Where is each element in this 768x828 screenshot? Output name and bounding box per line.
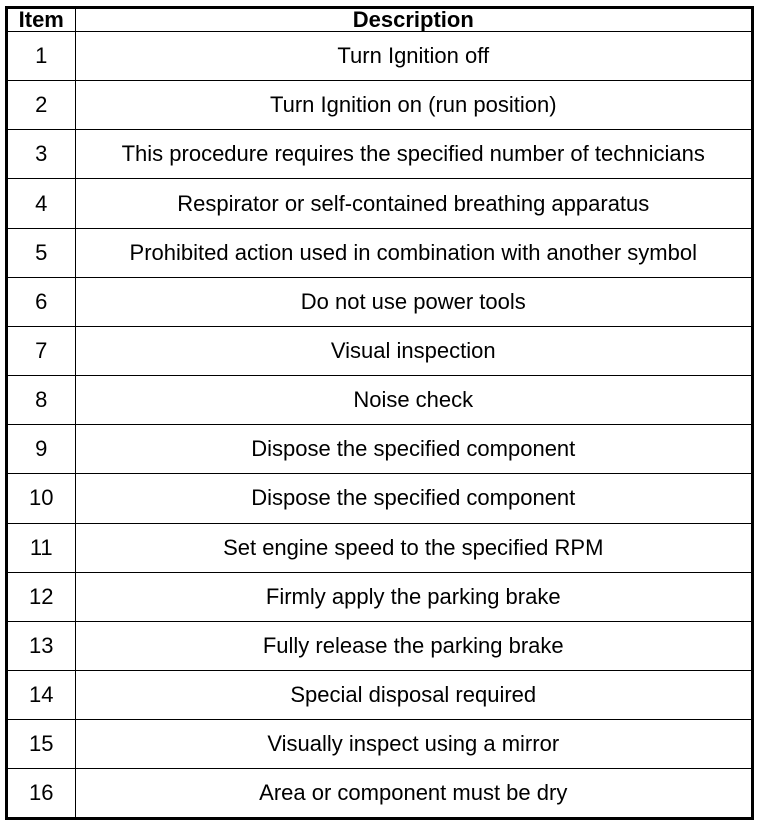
item-description: Respirator or self-contained breathing apparatus: [75, 179, 751, 228]
item-description: Special disposal required: [75, 671, 751, 720]
item-description: Prohibited action used in combination with another symbol: [75, 228, 751, 277]
item-number: 9: [8, 425, 75, 474]
item-number: 15: [8, 720, 75, 769]
item-number: 4: [8, 179, 75, 228]
table-row: [8, 425, 751, 474]
item-description: Do not use power tools: [75, 277, 751, 326]
item-description: Noise check: [75, 376, 751, 425]
legend-table-frame: [5, 6, 754, 820]
item-description: Turn Ignition on (run position): [75, 81, 751, 130]
item-description: Set engine speed to the specified RPM: [75, 523, 751, 572]
item-description: Visual inspection: [75, 326, 751, 375]
item-number: 10: [8, 474, 75, 523]
item-number: 12: [8, 572, 75, 621]
table-row: [8, 572, 751, 621]
table-row: [8, 179, 751, 228]
item-description: Area or component must be dry: [75, 769, 751, 817]
legend-table: [8, 9, 751, 817]
item-description: Turn Ignition off: [75, 32, 751, 81]
item-description: Dispose the specified component: [75, 425, 751, 474]
item-number: 1: [8, 32, 75, 81]
table-row: [8, 376, 751, 425]
table-row: [8, 277, 751, 326]
item-number: 3: [8, 130, 75, 179]
table-header-row: [8, 9, 751, 32]
item-description: Dispose the specified component: [75, 474, 751, 523]
item-number: 8: [8, 376, 75, 425]
table-row: [8, 326, 751, 375]
item-description: Visually inspect using a mirror: [75, 720, 751, 769]
table-row: [8, 720, 751, 769]
table-row: [8, 32, 751, 81]
table-row: [8, 523, 751, 572]
item-number: 14: [8, 671, 75, 720]
item-number: 13: [8, 621, 75, 670]
table-row: [8, 130, 751, 179]
table-row: [8, 81, 751, 130]
table-row: [8, 621, 751, 670]
table-row: [8, 474, 751, 523]
table-row: [8, 671, 751, 720]
item-number: 7: [8, 326, 75, 375]
item-number: 2: [8, 81, 75, 130]
item-number: 11: [8, 523, 75, 572]
item-description: Firmly apply the parking brake: [75, 572, 751, 621]
table-row: [8, 769, 751, 817]
item-description: Fully release the parking brake: [75, 621, 751, 670]
item-number: 5: [8, 228, 75, 277]
item-description: This procedure requires the specified number of technicians: [75, 130, 751, 179]
header-item: Item: [8, 9, 75, 32]
item-number: 16: [8, 769, 75, 817]
header-description: Description: [75, 9, 751, 32]
item-number: 6: [8, 277, 75, 326]
table-row: [8, 228, 751, 277]
